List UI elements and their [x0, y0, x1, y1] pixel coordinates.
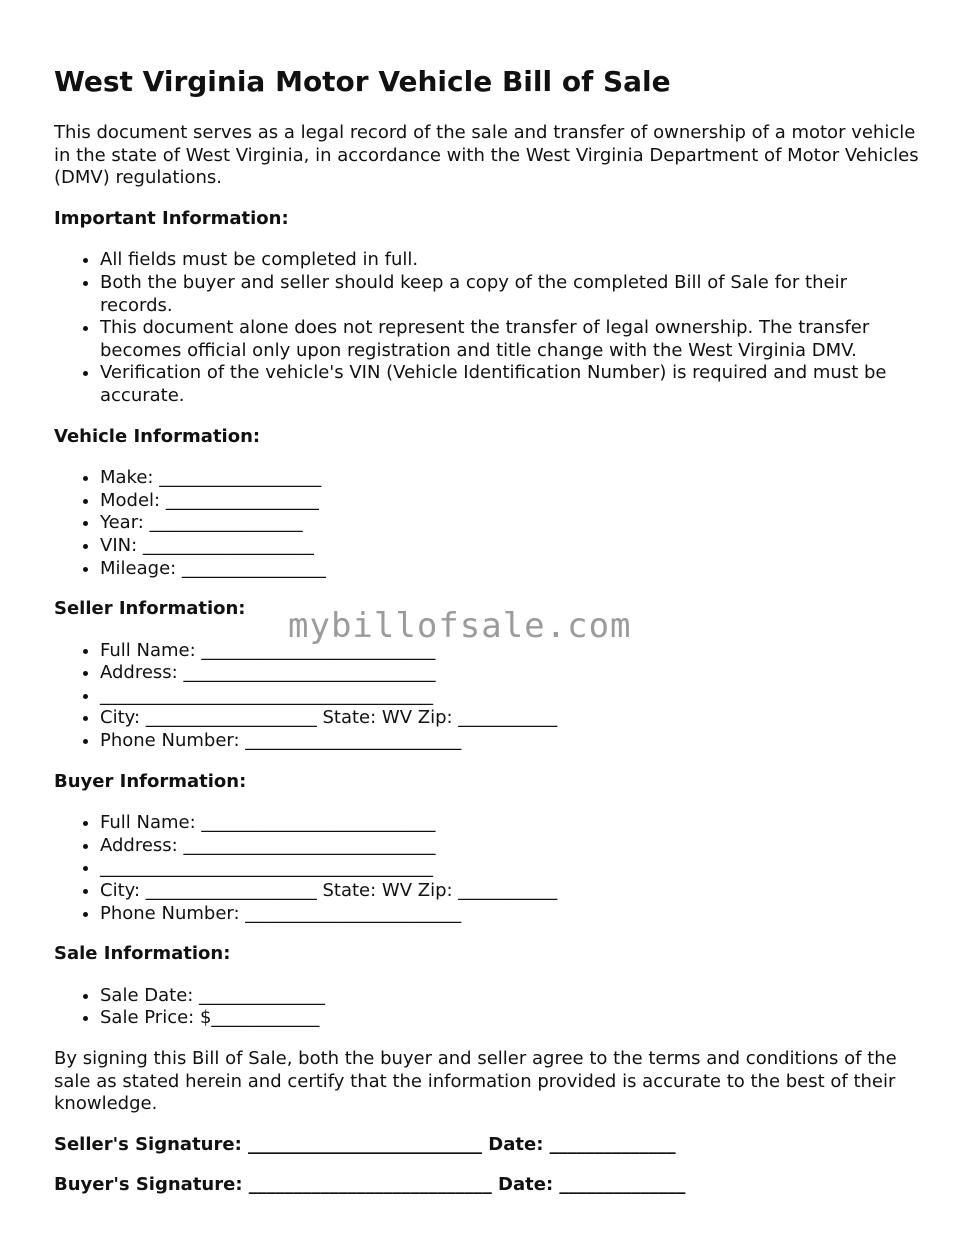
list-item: • Verification of the vehicle's VIN (Vehicle Identification Number) is required and must be accurate.	[100, 362, 924, 407]
sale-price-field[interactable]: • Sale Price: $____________	[100, 1007, 924, 1030]
seller-signature-line[interactable]: Seller's Signature: __________________________ Date: ______________	[54, 1133, 676, 1155]
seller-full-name-field[interactable]: • Full Name: __________________________	[100, 640, 924, 663]
document-title: West Virginia Motor Vehicle Bill of Sale	[54, 65, 671, 98]
buyer-full-name-field[interactable]: • Full Name: __________________________	[100, 812, 924, 835]
seller-heading: Seller Information:	[54, 598, 246, 620]
buyer-city-state-zip-field[interactable]: • City: ___________________ State: WV Zip: ___________	[100, 880, 924, 903]
sale-date-field[interactable]: • Sale Date: ______________	[100, 985, 924, 1008]
important-list	[54, 249, 924, 407]
buyer-signature-line[interactable]: Buyer's Signature: ___________________________ Date: ______________	[54, 1174, 686, 1196]
seller-phone-field[interactable]: • Phone Number: ________________________	[100, 730, 924, 753]
list-item: • All fields must be completed in full.	[100, 249, 924, 272]
vehicle-heading: Vehicle Information:	[54, 425, 261, 447]
vehicle-mileage-field[interactable]: • Mileage: ________________	[100, 558, 924, 581]
vehicle-model-field[interactable]: • Model: _________________	[100, 490, 924, 513]
buyer-heading: Buyer Information:	[54, 770, 247, 792]
important-heading: Important Information:	[54, 207, 289, 229]
vehicle-make-field[interactable]: • Make: __________________	[100, 467, 924, 490]
seller-city-state-zip-field[interactable]: • City: ___________________ State: WV Zip: ___________	[100, 707, 924, 730]
sale-list	[54, 985, 924, 1030]
seller-list	[54, 640, 924, 753]
watermark-text: mybillofsale.com	[288, 606, 632, 646]
closing-paragraph: By signing this Bill of Sale, both the buyer and seller agree to the terms and conditions of the sale as stated herein and certify that the information provided is accurate to the best of their knowledge.	[54, 1048, 897, 1115]
seller-address-field[interactable]: • Address: ____________________________	[100, 662, 924, 685]
buyer-address-field[interactable]: • Address: ____________________________	[100, 835, 924, 858]
list-item: • This document alone does not represent the transfer of legal ownership. The transfer becomes official only upon registration and title change with the West Virginia DMV.	[100, 317, 924, 362]
vehicle-list	[54, 467, 924, 580]
sale-heading: Sale Information:	[54, 943, 231, 965]
buyer-phone-field[interactable]: • Phone Number: ________________________	[100, 903, 924, 926]
vehicle-year-field[interactable]: • Year: _________________	[100, 512, 924, 535]
list-item: • Both the buyer and seller should keep a copy of the completed Bill of Sale for their records.	[100, 272, 924, 317]
intro-paragraph: This document serves as a legal record of the sale and transfer of ownership of a motor vehicle in the state of West Virginia, in accordance with the West Virginia Department of Motor Vehicles (DMV) regulations.	[54, 122, 919, 189]
seller-address-line2-field[interactable]: • _____________________________________	[100, 685, 924, 708]
buyer-address-line2-field[interactable]: • _____________________________________	[100, 857, 924, 880]
buyer-list	[54, 812, 924, 925]
vehicle-vin-field[interactable]: • VIN: ___________________	[100, 535, 924, 558]
